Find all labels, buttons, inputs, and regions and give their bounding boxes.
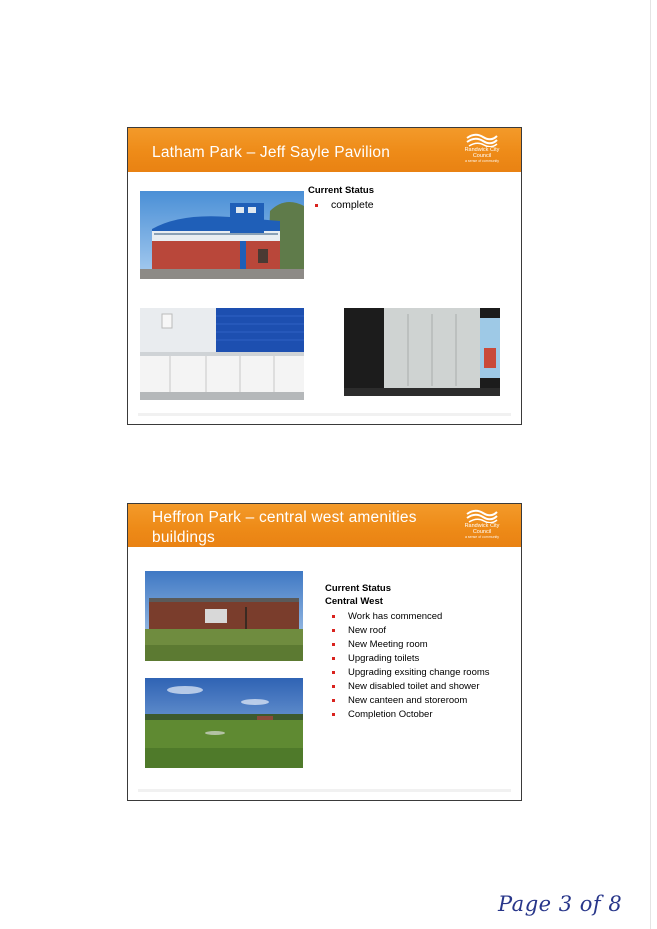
- slide-latham-park: [127, 127, 522, 425]
- slide-banner: [128, 128, 521, 172]
- park-field-photo: [145, 678, 303, 768]
- list-item: Upgrading exsiting change rooms: [329, 667, 505, 678]
- slide-banner: [128, 504, 521, 547]
- list-item: Completion October: [329, 709, 505, 720]
- slide-footer-bar: [138, 413, 511, 416]
- status-heading: Current Status: [308, 185, 374, 196]
- list-item: New disabled toilet and shower: [329, 681, 505, 692]
- status-list: [312, 200, 374, 211]
- slide-footer-bar: [138, 789, 511, 792]
- slide-title: Heffron Park – central west amenities buildings: [152, 509, 417, 546]
- list-item: New Meeting room: [329, 639, 505, 650]
- kitchen-interior-photo: [140, 308, 304, 400]
- status-heading: Current Status: [325, 583, 391, 594]
- list-item: Upgrading toilets: [329, 653, 505, 664]
- current-status: [325, 582, 505, 723]
- randwick-logo: [453, 133, 511, 163]
- slide-title: Latham Park – Jeff Sayle Pavilion: [152, 144, 391, 161]
- current-status: [308, 184, 374, 214]
- logo-name-line2: Council: [472, 529, 492, 535]
- list-item: New roof: [329, 625, 505, 636]
- logo-name-line2: Council: [472, 153, 492, 159]
- storeroom-interior-photo: [344, 308, 500, 396]
- status-subheading: Central West: [325, 596, 383, 607]
- status-list: [329, 611, 505, 720]
- logo-name-line1: Randwick City: [464, 523, 500, 529]
- logo-name-line1: Randwick City: [464, 147, 500, 153]
- logo-tagline: a sense of community: [464, 535, 500, 539]
- page-number-note: Page 3 of 8: [498, 892, 623, 916]
- wave-logo-icon: [465, 133, 499, 147]
- pavilion-exterior-photo: [140, 191, 304, 279]
- list-item: complete: [312, 200, 374, 211]
- randwick-logo: [453, 509, 511, 539]
- list-item: Work has commenced: [329, 611, 505, 622]
- page-edge: [650, 0, 651, 929]
- wave-logo-icon: [465, 509, 499, 523]
- logo-tagline: a sense of community: [464, 159, 500, 163]
- amenities-building-photo: [145, 571, 303, 661]
- slide-heffron-park: [127, 503, 522, 801]
- list-item: New canteen and storeroom: [329, 695, 505, 706]
